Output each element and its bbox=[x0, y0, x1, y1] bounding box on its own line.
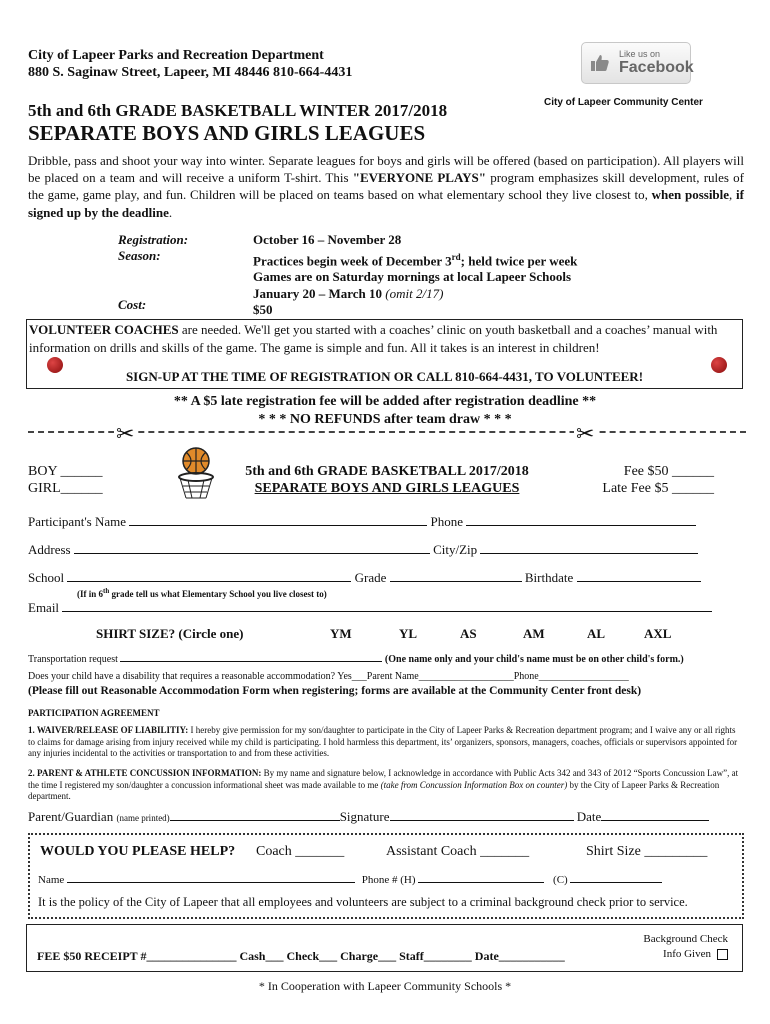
registration-dates: October 16 – November 28 Practices begin week of December 3rd; held twice per week Games are on Saturday mornings at local Lapeer Schools January 20 – March 10 (omit 2/17) $50 bbox=[253, 232, 578, 318]
help-contact-row bbox=[38, 873, 662, 886]
facebook-logo-text: Facebook bbox=[619, 59, 694, 76]
waiver-text: 1. WAIVER/RELEASE OF LIABILITIY: I hereby give permission for my son/daughter to participate in the City of Lapeer Parks & Recreation department program; and I waive any or all rights to claims for damage arising from injury received while my child is participating. I hold harmless this department, its’ organizers, sponsors, managers, coaches, officials or supervisors appointed for any injuries incidental to the activities or transportation to and from these activities. bbox=[28, 725, 738, 758]
volunteer-text: VOLUNTEER COACHES are needed. We'll get you started with a coaches’ clinic on youth basketball and a coaches’ manual with information on drills and skills of the game. The game is simple and fun. All it takes is an interest in children! bbox=[29, 322, 718, 355]
background-check bbox=[643, 932, 728, 962]
accommodation-note: (Please fill out Reasonable Accommodation Form when registering; forms are available at the Community Center front desk) bbox=[28, 685, 642, 697]
help-name-input[interactable] bbox=[67, 873, 355, 883]
name-printed-label: (name printed) bbox=[116, 813, 170, 823]
department-address: 880 S. Saginaw Street, Lapeer, MI 48446 810-664-4431 bbox=[28, 65, 353, 80]
scissors-icon: ✂ bbox=[576, 421, 595, 446]
email-input[interactable] bbox=[62, 600, 712, 612]
thumbs-up-icon bbox=[590, 53, 610, 73]
school-note: (If in 6th grade tell us what Elementary School you live closest to) bbox=[77, 587, 327, 599]
parent-name-input[interactable] bbox=[170, 809, 340, 821]
shirt-size-field[interactable]: Shirt Size _________ bbox=[586, 844, 708, 859]
participant-name-label: Participant's Name bbox=[28, 514, 127, 529]
parent-label: Parent/Guardian bbox=[28, 809, 114, 824]
info-given-label: Info Given bbox=[663, 948, 711, 960]
address-input[interactable] bbox=[74, 542, 430, 554]
shirt-size-al[interactable]: AL bbox=[587, 626, 606, 641]
facebook-like-text: Like us on bbox=[619, 49, 661, 59]
email-label: Email bbox=[28, 600, 60, 615]
participant-name-input[interactable] bbox=[129, 514, 427, 526]
school-input[interactable] bbox=[67, 570, 351, 582]
basketball-hoop-icon bbox=[175, 446, 217, 500]
assistant-coach-field[interactable]: Assistant Coach _______ bbox=[386, 844, 530, 859]
phone-input[interactable] bbox=[466, 514, 696, 526]
volunteer-signup: SIGN-UP AT THE TIME OF REGISTRATION OR CALL 810-664-4431, TO VOLUNTEER! bbox=[125, 369, 644, 384]
program-subtitle: SEPARATE BOYS AND GIRLS LEAGUES bbox=[28, 121, 426, 145]
season-label: Season: bbox=[118, 248, 161, 263]
shirt-size-am[interactable]: AM bbox=[523, 626, 545, 641]
transport-row bbox=[28, 652, 744, 665]
concussion-text: 2. PARENT & ATHLETE CONCUSSION INFORMATION: By my name and signature below, I acknowledge in accordance with Public Acts 342 and 343 of 2012 “Sports Concussion Law”, at the time I registered my son/daughter a concussion informational sheet was made available to me (take from Concussion Information Box on counter) by the City of Lapeer Parks & Recreation department. bbox=[28, 768, 739, 801]
birthdate-input[interactable] bbox=[577, 570, 701, 582]
grade-input[interactable] bbox=[390, 570, 522, 582]
boy-field[interactable]: BOY ______ bbox=[28, 464, 103, 479]
transport-note: (One name only and your child's name must be on other child's form.) bbox=[384, 654, 684, 665]
background-check-label: Background Check bbox=[643, 933, 728, 945]
address-label: Address bbox=[28, 542, 71, 557]
date-input[interactable] bbox=[601, 809, 709, 821]
cityzip-input[interactable] bbox=[480, 542, 698, 554]
signature-label: Signature bbox=[339, 809, 390, 824]
facebook-like-button[interactable] bbox=[581, 42, 694, 84]
volunteer-help-box bbox=[28, 833, 744, 919]
email-row bbox=[28, 600, 712, 616]
transport-label: Transportation request bbox=[28, 654, 118, 665]
birthdate-label: Birthdate bbox=[524, 570, 574, 585]
participant-row bbox=[28, 514, 696, 530]
girl-field[interactable]: GIRL______ bbox=[28, 481, 103, 496]
department-name: City of Lapeer Parks and Recreation Department bbox=[28, 48, 324, 63]
date-label: Date bbox=[576, 809, 602, 824]
disability-question[interactable]: Does your child have a disability that requires a reasonable accommodation? Yes___Parent Name___________________Phone__________________ bbox=[28, 671, 629, 682]
shirt-size-label: SHIRT SIZE? (Circle one) bbox=[96, 626, 244, 641]
shirt-size-axl[interactable]: AXL bbox=[644, 626, 672, 641]
parent-signature-row bbox=[28, 809, 709, 825]
agreement-title: PARTICIPATION AGREEMENT bbox=[28, 708, 160, 718]
fee-field[interactable]: Fee $50 ______ bbox=[623, 464, 714, 479]
transport-input[interactable] bbox=[120, 652, 382, 662]
fee-fields[interactable] bbox=[602, 463, 714, 497]
signature-input[interactable] bbox=[390, 809, 574, 821]
program-title: 5th and 6th GRADE BASKETBALL WINTER 2017/2018 bbox=[28, 101, 448, 120]
volunteer-box bbox=[26, 319, 743, 389]
late-fee-field[interactable]: Late Fee $5 ______ bbox=[602, 481, 714, 496]
coach-field[interactable]: Coach _______ bbox=[256, 844, 345, 859]
school-row bbox=[28, 570, 701, 586]
shirt-size-as[interactable]: AS bbox=[460, 626, 477, 641]
help-phone-label: Phone # (H) bbox=[361, 874, 416, 886]
intro-paragraph: Dribble, pass and shoot your way into winter. Separate leagues for boys and girls will be offered (based on participation). All players will be placed on a team and will receive a uniform T-shirt. This "EVERYONE PLAYS" program emphasizes skill development, rules of the game, game play, and fun. Children will be placed on teams based on what elementary school they live closest to, when possible, if signed up by the deadline. bbox=[28, 153, 744, 220]
registration-label: Registration: bbox=[118, 232, 189, 247]
help-cell-label: (C) bbox=[553, 874, 568, 886]
help-phone-input[interactable] bbox=[418, 873, 544, 883]
school-label: School bbox=[28, 570, 65, 585]
cost-label: Cost: bbox=[118, 297, 147, 312]
department-header bbox=[28, 47, 352, 81]
help-cell-input[interactable] bbox=[570, 873, 662, 883]
late-fee-notice: ** A $5 late registration fee will be added after registration deadline ** * * * NO REFUNDS after team draw * * * bbox=[173, 394, 597, 427]
office-use-box bbox=[26, 924, 743, 972]
info-given-checkbox[interactable] bbox=[717, 949, 728, 960]
address-row bbox=[28, 542, 698, 558]
phone-label: Phone bbox=[430, 514, 464, 529]
footer-note: * In Cooperation with Lapeer Community Schools * bbox=[258, 979, 512, 993]
help-question: WOULD YOU PLEASE HELP? bbox=[40, 844, 236, 859]
gender-select[interactable] bbox=[28, 463, 103, 497]
shirt-size-ym[interactable]: YM bbox=[330, 626, 352, 641]
form-title: 5th and 6th GRADE BASKETBALL 2017/2018 SEPARATE BOYS AND GIRLS LEAGUES bbox=[245, 464, 529, 496]
help-name-label: Name bbox=[38, 874, 65, 886]
fee-receipt-row[interactable]: FEE $50 RECEIPT #_______________ Cash___ Check___ Charge___ Staff________ Date___________ bbox=[37, 949, 565, 963]
cityzip-label: City/Zip bbox=[433, 542, 478, 557]
background-policy: It is the policy of the City of Lapeer that all employees and volunteers are subject to a criminal background check prior to service. bbox=[38, 895, 688, 909]
scissors-icon: ✂ bbox=[116, 421, 135, 446]
shirt-size-yl[interactable]: YL bbox=[399, 626, 418, 641]
grade-label: Grade bbox=[354, 570, 387, 585]
community-center-label: City of Lapeer Community Center bbox=[544, 97, 703, 108]
